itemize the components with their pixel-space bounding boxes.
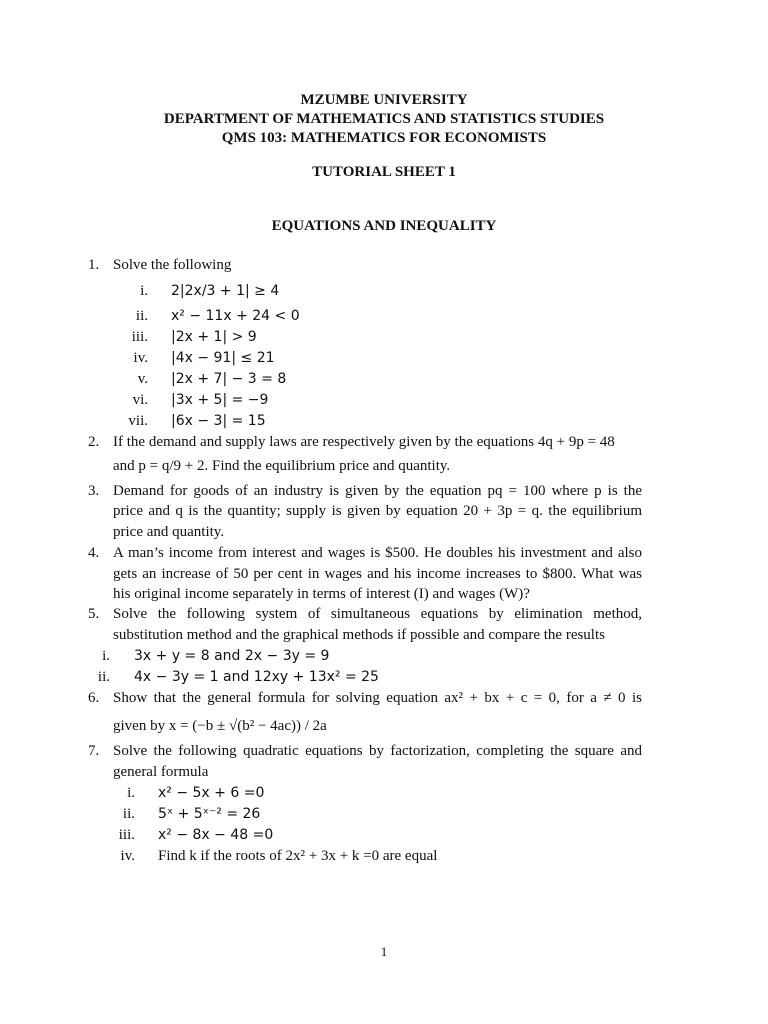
item-expression: x² − 8x − 48 =0 — [158, 827, 274, 843]
question-text: general formula — [113, 764, 209, 780]
page-number: 1 — [380, 944, 388, 959]
question-text: substitution method and the graphical methods if possible and compare the results — [113, 627, 605, 643]
question-text: price and q is the quantity; supply is given by equation 20 + 3p = q. the equilibrium — [113, 503, 642, 519]
question-text: gets an increase of 50 per cent in wages and his income increases to $800. What was — [113, 566, 642, 582]
question-text: and p = q/9 + 2. Find the equilibrium price and quantity. — [113, 458, 451, 474]
question-text: Solve the following — [113, 257, 232, 273]
question-text: A man’s income from interest and wages is $500. He doubles his investment and also — [113, 545, 642, 561]
item-number: i. — [102, 648, 110, 664]
sheet-title: TUTORIAL SHEET 1 — [312, 164, 456, 180]
item-number: vii. — [128, 413, 148, 429]
question-number: 6. — [88, 690, 100, 706]
item-number: ii. — [135, 308, 148, 324]
department-title: DEPARTMENT OF MATHEMATICS AND STATISTICS STUDIES — [163, 111, 605, 127]
item-expression: |4x − 91| ≤ 21 — [171, 350, 275, 366]
item-expression: 3x + y = 8 and 2x − 3y = 9 — [134, 648, 330, 664]
item-number: iv. — [133, 350, 148, 366]
item-expression: |3x + 5| = −9 — [171, 392, 269, 408]
question-number: 1. — [88, 257, 100, 273]
question-number: 7. — [88, 743, 100, 759]
item-number: vi. — [132, 392, 148, 408]
item-number: i. — [127, 785, 135, 801]
question-number: 4. — [88, 545, 100, 561]
question-number: 2. — [88, 434, 100, 450]
item-expression: 2|2x/3 + 1| ≥ 4 — [171, 283, 280, 299]
item-expression: |2x + 1| > 9 — [171, 329, 257, 345]
question-number: 3. — [88, 483, 100, 499]
item-expression: x² − 5x + 6 =0 — [158, 785, 265, 801]
item-expression: x² − 11x + 24 < 0 — [171, 308, 300, 324]
quadratic-formula: given by x = (−b ± √(b² − 4ac)) / 2a — [113, 718, 327, 734]
item-number: iii. — [118, 827, 135, 843]
question-text: Solve the following quadratic equations by factorization, completing the square and — [113, 743, 642, 759]
question-number: 5. — [88, 606, 100, 622]
question-text: Solve the following system of simultaneous equations by elimination method, — [113, 606, 642, 622]
course-title: QMS 103: MATHEMATICS FOR ECONOMISTS — [221, 130, 547, 146]
item-number: ii. — [97, 669, 110, 685]
item-number: iv. — [120, 848, 135, 864]
question-text: price and quantity. — [113, 524, 225, 540]
item-number: iii. — [131, 329, 148, 345]
item-expression: |2x + 7| − 3 = 8 — [171, 371, 287, 387]
item-number: i. — [140, 283, 148, 299]
question-text: Demand for goods of an industry is given by the equation pq = 100 where p is the — [113, 483, 642, 499]
item-expression: |6x − 3| = 15 — [171, 413, 266, 429]
item-number: v. — [137, 371, 148, 387]
university-title: MZUMBE UNIVERSITY — [300, 92, 468, 108]
item-expression: Find k if the roots of 2x² + 3x + k =0 are equal — [158, 848, 438, 864]
question-text: Show that the general formula for solving equation ax² + bx + c = 0, for a ≠ 0 is — [113, 690, 642, 706]
item-expression: 5ˣ + 5ˣ⁻² = 26 — [158, 806, 261, 822]
item-number: ii. — [122, 806, 135, 822]
topic-title: EQUATIONS AND INEQUALITY — [271, 218, 497, 234]
question-text: If the demand and supply laws are respectively given by the equations 4q + 9p = 48 — [113, 434, 615, 450]
item-expression: 4x − 3y = 1 and 12xy + 13x² = 25 — [134, 669, 379, 685]
question-text: his original income separately in terms of interest (I) and wages (W)? — [113, 586, 530, 602]
